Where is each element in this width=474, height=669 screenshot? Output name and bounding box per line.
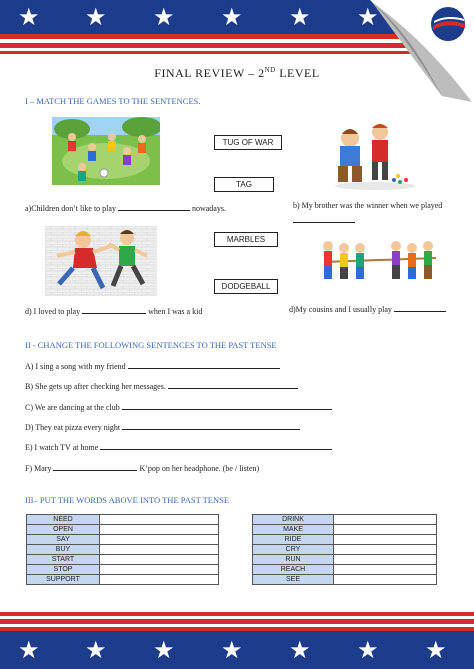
tag-image <box>45 226 157 296</box>
verb-cell: SUPPORT <box>27 575 100 585</box>
answer-line-b[interactable] <box>293 222 355 223</box>
past-tense-item-a: A) I sing a song with my friend <box>25 361 280 371</box>
answer-cell[interactable] <box>100 535 219 545</box>
table-row <box>253 565 437 575</box>
past-tense-item-b: B) She gets up after checking her messages. <box>25 381 298 391</box>
verb-cell: RUN <box>253 555 334 565</box>
table-row <box>27 525 219 535</box>
answer-cell[interactable] <box>334 555 437 565</box>
star-icon: ★ <box>85 3 107 31</box>
dodgeball-image <box>52 117 160 185</box>
word-box-marbles: MARBLES <box>214 232 278 247</box>
marbles-image <box>320 118 424 192</box>
verbs-table-left <box>26 514 219 585</box>
answer-cell[interactable] <box>100 555 219 565</box>
star-icon: ★ <box>85 636 107 664</box>
table-row <box>27 565 219 575</box>
star-icon: ★ <box>425 636 447 664</box>
answer-cell[interactable] <box>334 525 437 535</box>
sentence-b: b) My brother was the winner when we played <box>293 201 443 210</box>
section-3-heading: III– PUT THE WORDS ABOVE INTO THE PAST TENSE <box>25 495 230 505</box>
table-row <box>27 545 219 555</box>
verb-cell: DRINK <box>253 515 334 525</box>
table-row <box>253 515 437 525</box>
table-row <box>253 535 437 545</box>
verb-cell: OPEN <box>27 525 100 535</box>
star-icon: ★ <box>18 3 40 31</box>
section-2-heading: II - CHANGE THE FOLLOWING SENTENCES TO THE PAST TENSE <box>25 340 277 350</box>
table-row <box>253 545 437 555</box>
page-curl-logo <box>370 0 474 104</box>
answer-cell[interactable] <box>100 565 219 575</box>
verbs-table-right <box>252 514 437 585</box>
table-row <box>253 525 437 535</box>
answer-cell[interactable] <box>100 575 219 585</box>
word-box-dodgeball: DODGEBALL <box>214 279 278 294</box>
verb-cell: SAY <box>27 535 100 545</box>
star-icon: ★ <box>18 636 40 664</box>
section-1-heading: I – MATCH THE GAMES TO THE SENTENCES. <box>25 96 201 106</box>
star-icon: ★ <box>153 636 175 664</box>
star-icon: ★ <box>221 636 243 664</box>
sentence-d: d) I loved to play when I was a kid <box>25 307 203 316</box>
sentence-a: a)Children don’t like to play nowadays. <box>25 204 226 213</box>
star-icon: ★ <box>357 636 379 664</box>
past-tense-item-f: F) Mary K’pop on her headphone. (be / listen) <box>25 464 260 473</box>
star-icon: ★ <box>357 3 379 31</box>
table-row <box>27 535 219 545</box>
verb-cell: RIDE <box>253 535 334 545</box>
verb-cell: MAKE <box>253 525 334 535</box>
verb-cell: NEED <box>27 515 100 525</box>
verb-cell: BUY <box>27 545 100 555</box>
star-icon: ★ <box>153 3 175 31</box>
tug-of-war-image <box>318 236 442 286</box>
table-row <box>27 575 219 585</box>
page-title: FINAL REVIEW – 2ND LEVEL <box>154 66 320 80</box>
verb-cell: STOP <box>27 565 100 575</box>
answer-cell[interactable] <box>334 545 437 555</box>
answer-cell[interactable] <box>334 535 437 545</box>
table-row <box>253 555 437 565</box>
answer-cell[interactable] <box>334 515 437 525</box>
answer-cell[interactable] <box>100 515 219 525</box>
star-icon: ★ <box>289 636 311 664</box>
answer-cell[interactable] <box>100 525 219 535</box>
verb-cell: REACH <box>253 565 334 575</box>
star-icon: ★ <box>221 3 243 31</box>
table-row <box>27 555 219 565</box>
star-icon: ★ <box>289 3 311 31</box>
word-box-tag: TAG <box>214 177 274 192</box>
verb-cell: CRY <box>253 545 334 555</box>
answer-cell[interactable] <box>334 575 437 585</box>
verb-cell: SEE <box>253 575 334 585</box>
answer-cell[interactable] <box>100 545 219 555</box>
past-tense-item-d: D) They eat pizza every night <box>25 422 300 432</box>
sentence-d2: d)My cousins and I usually play <box>289 304 446 314</box>
table-row <box>253 575 437 585</box>
answer-cell[interactable] <box>334 565 437 575</box>
past-tense-item-c: C) We are dancing at the club <box>25 402 332 412</box>
past-tense-item-e: E) I watch TV at home <box>25 442 332 452</box>
verb-cell: START <box>27 555 100 565</box>
word-box-tug-of-war: TUG OF WAR <box>214 135 282 150</box>
table-row <box>27 515 219 525</box>
